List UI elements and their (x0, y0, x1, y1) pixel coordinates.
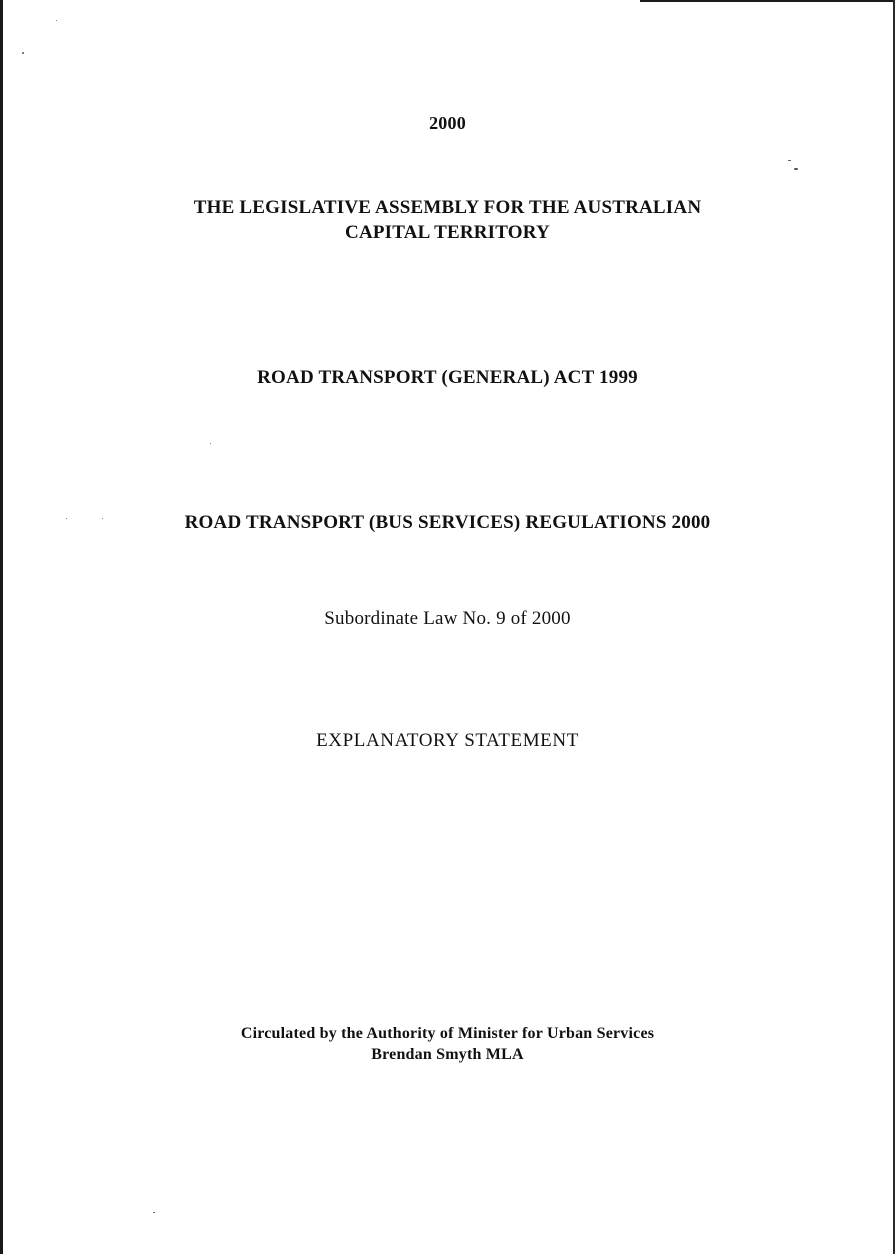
regulations-title: ROAD TRANSPORT (BUS SERVICES) REGULATIONS 2000 (184, 512, 711, 533)
assembly-name-line-2: CAPITAL TERRITORY (345, 222, 550, 243)
scan-speck (56, 20, 57, 21)
scan-speck (153, 1212, 155, 1213)
scan-speck (210, 443, 211, 444)
document-year: 2000 (429, 113, 466, 133)
minister-name: Brendan Smyth MLA (371, 1046, 524, 1063)
scan-speck (22, 52, 24, 54)
scan-edge-top (640, 0, 895, 2)
subordinate-law-number: Subordinate Law No. 9 of 2000 (324, 608, 571, 629)
statement-title: EXPLANATORY STATEMENT (316, 730, 579, 751)
act-title: ROAD TRANSPORT (GENERAL) ACT 1999 (257, 367, 638, 388)
circulated-by-line: Circulated by the Authority of Minister for Urban Services (240, 1025, 655, 1042)
scan-speck (788, 160, 791, 161)
assembly-name-line-1: THE LEGISLATIVE ASSEMBLY FOR THE AUSTRALIAN (193, 197, 702, 218)
scan-speck (794, 168, 798, 170)
